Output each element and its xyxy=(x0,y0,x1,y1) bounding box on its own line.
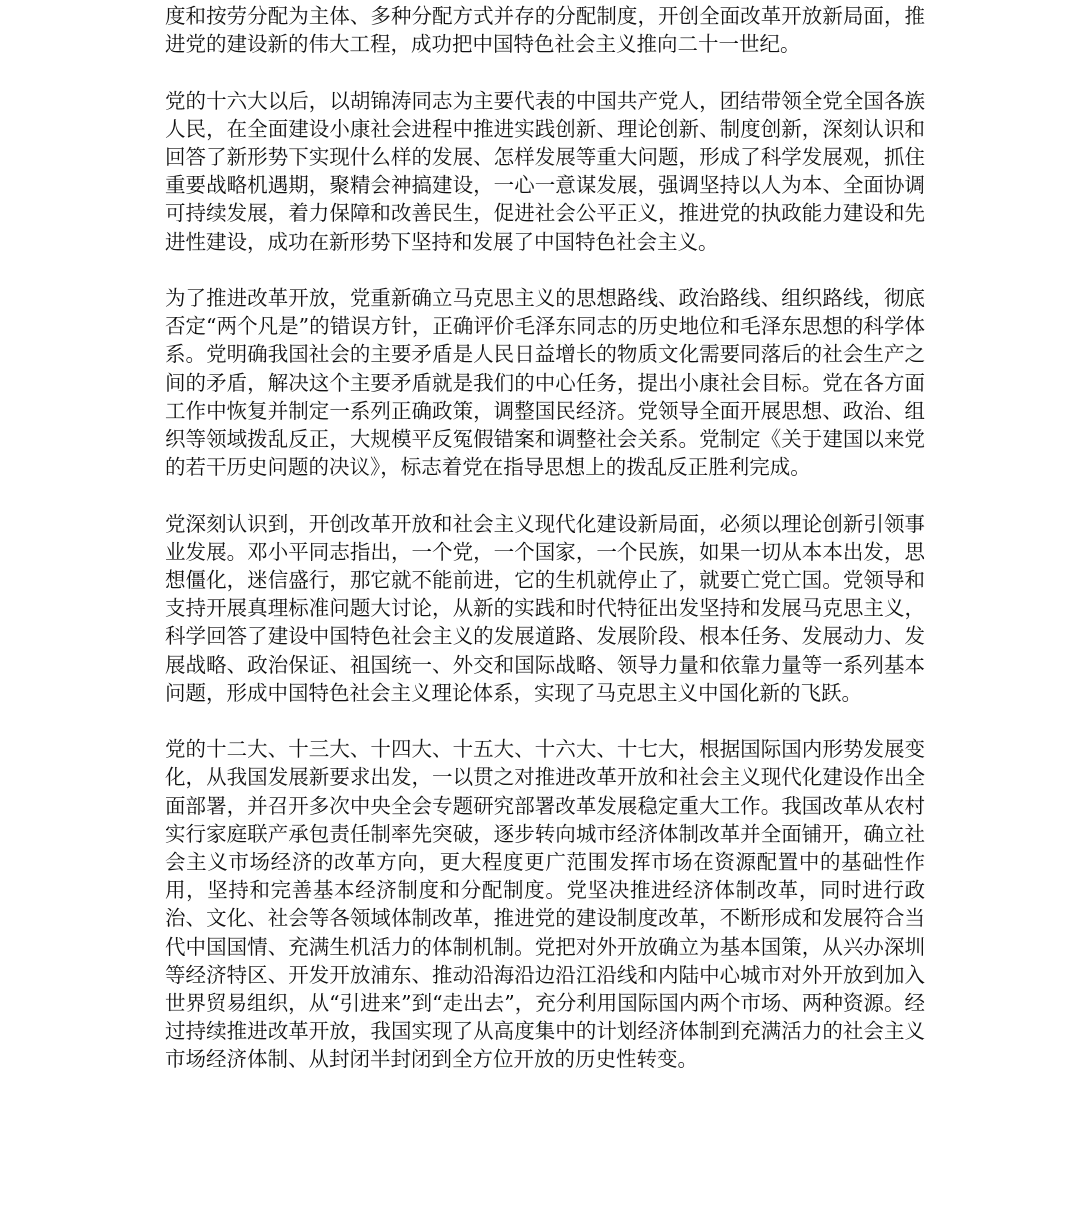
paragraph-1: 度和按劳分配为主体、多种分配方式并存的分配制度，开创全面改革开放新局面，推进党的建设新的伟大工程，成功把中国特色社会主义推向二十一世纪。 xyxy=(165,4,925,57)
paragraph-2: 党的十六大以后，以胡锦涛同志为主要代表的中国共产党人，团结带领全党全国各族人民，在全面建设小康社会进程中推进实践创新、理论创新、制度创新，深刻认识和回答了新形势下实现什么样的发展、怎样发展等重大问题，形成了科学发展观，抓住重要战略机遇期，聚精会神搞建设，一心一意谋发展，强调坚持以人为本、全面协调可持续发展，着力保障和改善民生，促进社会公平正义，推进党的执政能力建设和先进性建设，成功在新形势下坚持和发展了中国特色社会主义。 xyxy=(165,88,925,254)
paragraph-5: 党的十二大、十三大、十四大、十五大、十六大、十七大，根据国际国内形势发展变化，从我国发展新要求出发，一以贯之对推进改革开放和社会主义现代化建设作出全面部署，并召开多次中央全会专题研究部署改革发展稳定重大工作。我国改革从农村实行家庭联产承包责任制率先突破，逐步转向城市经济体制改革并全面铺开，确立社会主义市场经济的改革方向，更大程度更广范围发挥市场在资源配置中的基础性作用，坚持和完善基本经济制度和分配制度。党坚决推进经济体制改革，同时进行政治、文化、社会等各领域体制改革，推进党的建设制度改革，不断形成和发展符合当代中国国情、充满生机活力的体制机制。党把对外开放确立为基本国策，从兴办深圳等经济特区、开发开放浦东、推动沿海沿边沿江沿线和内陆中心城市对外开放到加入世界贸易组织，从“引进来”到“走出去”，充分利用国际国内两个市场、两种资源。经过持续推进改革开放，我国实现了从高度集中的计划经济体制到充满活力的社会主义市场经济体制、从封闭半封闭到全方位开放的历史性转变。 xyxy=(165,737,925,1072)
paragraph-3: 为了推进改革开放，党重新确立马克思主义的思想路线、政治路线、组织路线，彻底否定“两个凡是”的错误方针，正确评价毛泽东同志的历史地位和毛泽东思想的科学体系。党明确我国社会的主要矛盾是人民日益增长的物质文化需要同落后的社会生产之间的矛盾，解决这个主要矛盾就是我们的中心任务，提出小康社会目标。党在各方面工作中恢复并制定一系列正确政策，调整国民经济。党领导全面开展思想、政治、组织等领域拨乱反正，大规模平反冤假错案和调整社会关系。党制定《关于建国以来党的若干历史问题的决议》，标志着党在指导思想上的拨乱反正胜利完成。 xyxy=(165,286,925,480)
paragraph-4: 党深刻认识到，开创改革开放和社会主义现代化建设新局面，必须以理论创新引领事业发展。邓小平同志指出，一个党，一个国家，一个民族，如果一切从本本出发，思想僵化，迷信盛行，那它就不能前进，它的生机就停止了，就要亡党亡国。党领导和支持开展真理标准问题大讨论，从新的实践和时代特征出发坚持和发展马克思主义，科学回答了建设中国特色社会主义的发展道路、发展阶段、根本任务、发展动力、发展战略、政治保证、祖国统一、外交和国际战略、领导力量和依靠力量等一系列基本问题，形成中国特色社会主义理论体系，实现了马克思主义中国化新的飞跃。 xyxy=(165,511,925,705)
document-page xyxy=(165,0,925,1102)
